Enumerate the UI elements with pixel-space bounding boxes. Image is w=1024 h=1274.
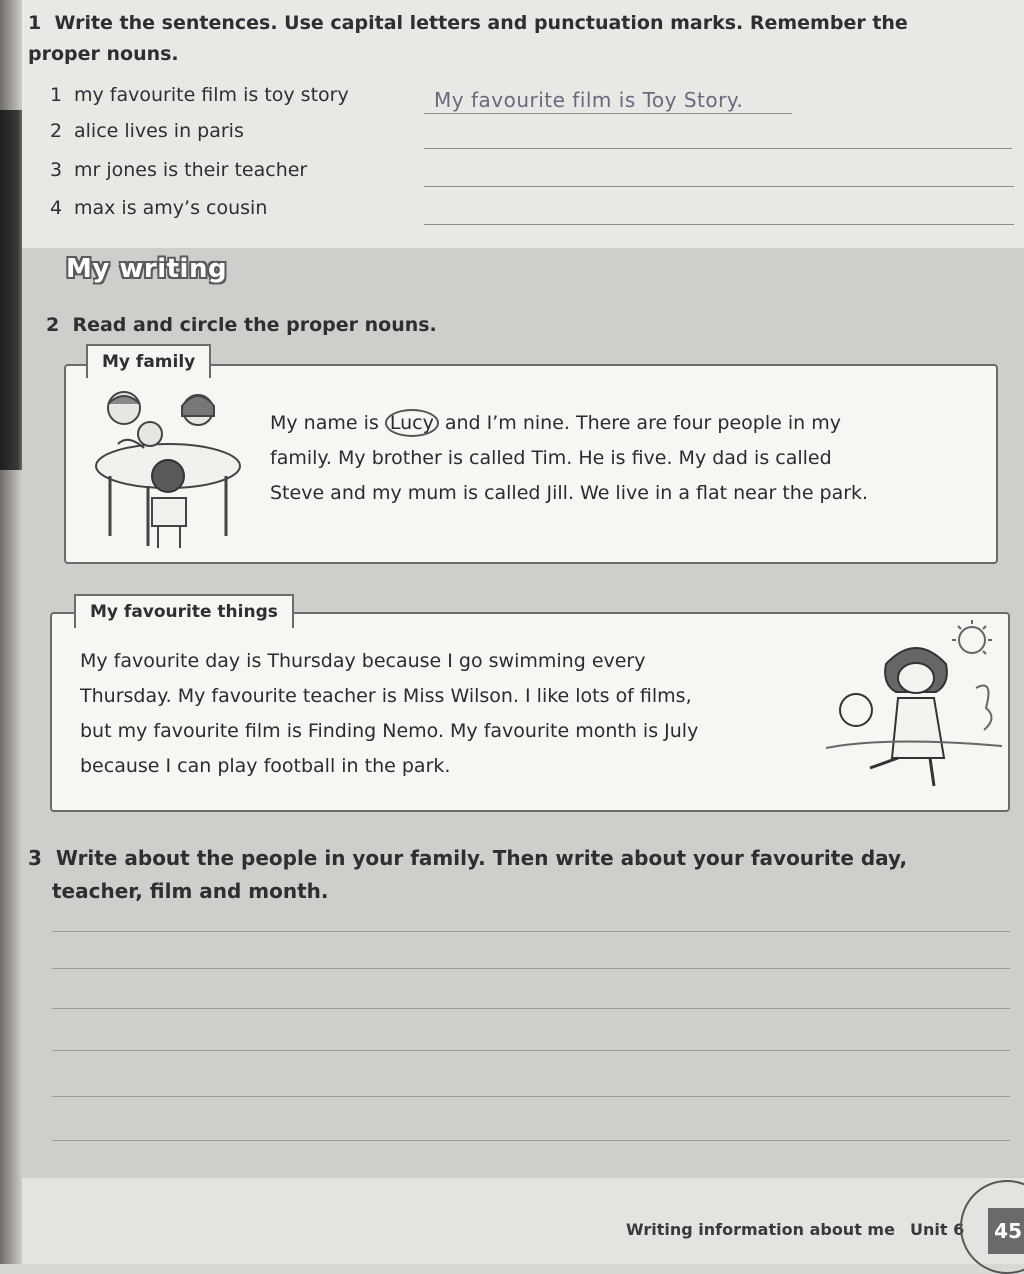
girl-football-illustration (826, 618, 1002, 802)
page-number: 45 (988, 1208, 1024, 1254)
answer-line[interactable] (424, 224, 1014, 225)
exercise1-item (50, 120, 244, 142)
text-segment: and I’m nine. There are four people in my (438, 412, 841, 434)
things-line: because I can play football in the park. (80, 755, 451, 777)
answer-line[interactable] (424, 113, 792, 114)
writing-line[interactable] (52, 931, 1010, 932)
family-line: Steve and my mum is called Jill. We live in a flat near the park. (270, 482, 869, 504)
section-title: My writing (66, 254, 228, 284)
exercise1-heading (28, 8, 928, 70)
exercise3-number: 3 (28, 846, 42, 870)
family-line (270, 406, 970, 441)
things-line: My favourite day is Thursday because I go swimming every (80, 650, 646, 672)
item-number: 3 (50, 159, 63, 181)
footer-topic: Writing information about me (626, 1220, 895, 1239)
text-segment: My name is (270, 412, 385, 434)
exercise2-number: 2 (46, 314, 60, 336)
writing-line[interactable] (52, 1140, 1010, 1141)
exercise1-item (50, 84, 349, 106)
family-box-title: My family (86, 344, 211, 378)
exercise2-heading (46, 310, 437, 341)
item-number: 4 (50, 197, 63, 219)
exercise2-instruction: Read and circle the proper nouns. (72, 314, 437, 336)
item-text: alice lives in paris (74, 120, 244, 142)
exercise1-instruction: Write the sentences. Use capital letters and punctuation marks. Remember the proper nouns. (28, 12, 908, 65)
exercise3-instruction-2: teacher, film and month. (52, 879, 329, 903)
writing-line[interactable] (52, 968, 1010, 969)
favourite-things-title: My favourite things (74, 594, 294, 628)
things-line: Thursday. My favourite teacher is Miss Wilson. I like lots of films, (80, 685, 692, 707)
favourite-things-text (80, 644, 840, 784)
writing-line[interactable] (52, 1096, 1010, 1097)
exercise1-item (50, 197, 267, 219)
item-answer: My favourite film is Toy Story. (434, 88, 744, 112)
writing-line[interactable] (52, 1050, 1010, 1051)
item-text: my favourite film is toy story (74, 84, 349, 106)
answer-line[interactable] (424, 148, 1012, 149)
item-text: mr jones is their teacher (74, 159, 308, 181)
answer-line[interactable] (424, 186, 1014, 187)
item-text: max is amy’s cousin (74, 197, 268, 219)
family-text (270, 406, 970, 511)
family-table-illustration (88, 386, 248, 556)
exercise3-heading (28, 842, 988, 908)
footer-unit: Unit 6 (910, 1220, 965, 1239)
things-line: but my favourite film is Finding Nemo. My favourite month is July (80, 720, 699, 742)
item-number: 1 (50, 84, 63, 106)
family-line: family. My brother is called Tim. He is five. My dad is called (270, 447, 832, 469)
writing-line[interactable] (52, 1008, 1010, 1009)
exercise1-item (50, 159, 307, 181)
exercise1-number: 1 (28, 12, 42, 34)
item-number: 2 (50, 120, 63, 142)
circled-proper-noun[interactable]: Lucy (385, 409, 439, 437)
exercise3-instruction-1: Write about the people in your family. Then write about your favourite day, (55, 846, 908, 870)
